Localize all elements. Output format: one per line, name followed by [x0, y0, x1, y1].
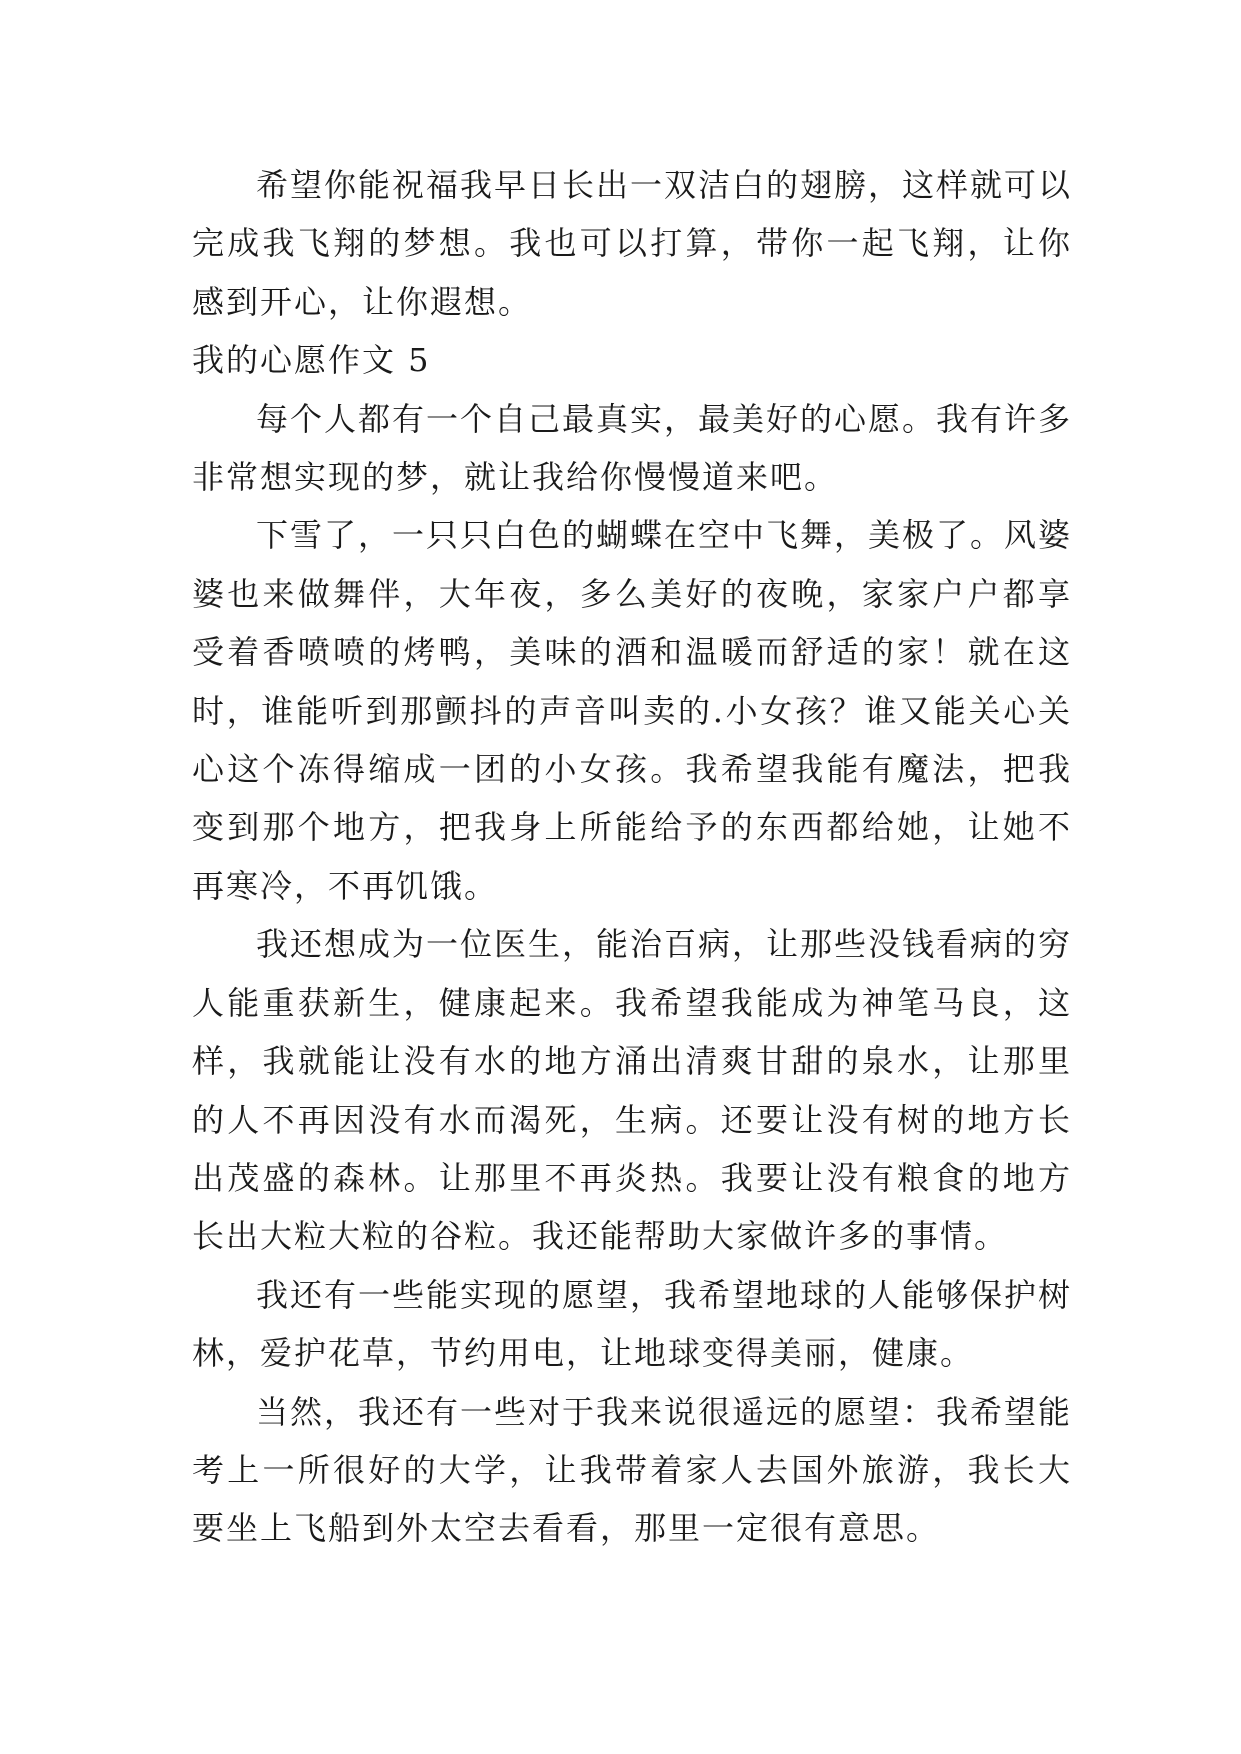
paragraph-doctor: 我还想成为一位医生，能治百病，让那些没钱看病的穷人能重获新生，健康起来。我希望我能成为神笔马良，这样，我就能让没有水的地方涌出清爽甘甜的泉水，让那里的人不再因没有水而渴死，生病。还要让没有树的地方长出茂盛的森林。让那里不再炎热。我要让没有粮食的地方长出大粒大粒的谷粒。我还能帮助大家做许多的事情。 — [192, 925, 1073, 1256]
paragraph-intro: 每个人都有一个自己最真实，最美好的心愿。我有许多非常想实现的梦，就让我给你慢慢道来吧。 — [192, 399, 1073, 497]
paragraph-snow-girl: 下雪了，一只只白色的蝴蝶在空中飞舞，美极了。风婆婆也来做舞伴，大年夜，多么美好的夜晚，家家户户都享受着香喷喷的烤鸭，美味的酒和温暖而舒适的家！就在这时，谁能听到那颤抖的声音叫卖的.小女孩？谁又能关心关心这个冻得缩成一团的小女孩。我希望我能有魔法，把我变到那个地方，把我身上所能给予的东西都给她，让她不再寒冷，不再饥饿。 — [192, 516, 1073, 905]
paragraph-earth: 我还有一些能实现的愿望，我希望地球的人能够保护树林，爱护花草，节约用电，让地球变得美丽，健康。 — [192, 1275, 1073, 1373]
section-heading: 我的心愿作文 5 — [192, 341, 431, 380]
document-body — [192, 156, 1072, 1558]
paragraph-distant-wishes: 当然，我还有一些对于我来说很遥远的愿望：我希望能考上一所很好的大学，让我带着家人去国外旅游，我长大要坐上飞船到外太空去看看，那里一定很有意思。 — [192, 1392, 1073, 1548]
paragraph-wings-wish: 希望你能祝福我早日长出一双洁白的翅膀，这样就可以完成我飞翔的梦想。我也可以打算，带你一起飞翔，让你感到开心，让你遐想。 — [192, 166, 1073, 321]
